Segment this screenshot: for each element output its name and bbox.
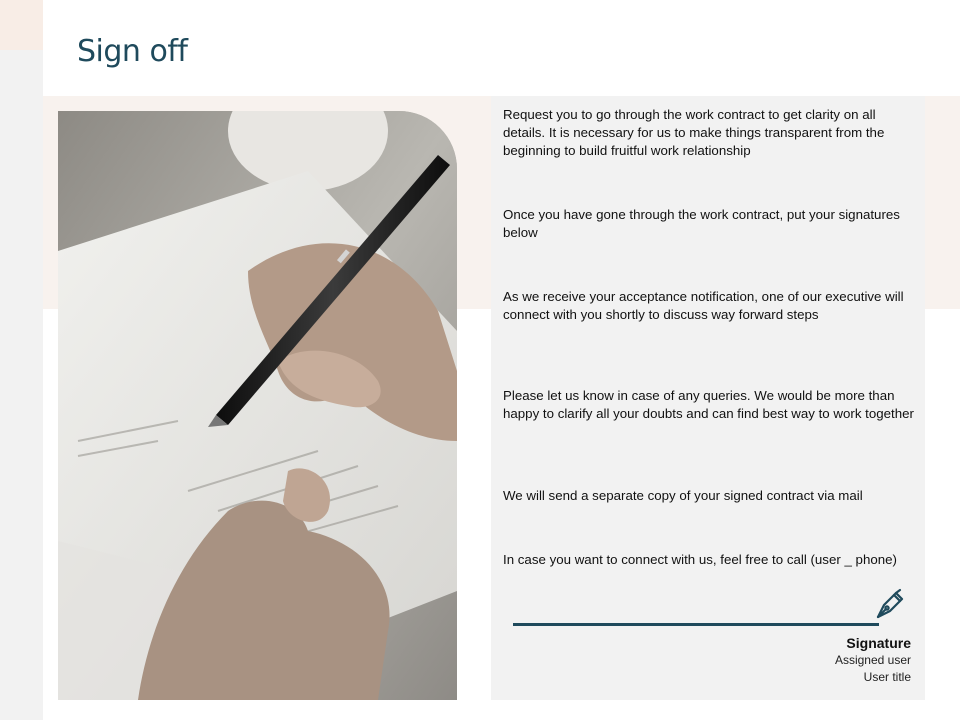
signature-label: Signature: [846, 635, 911, 651]
corner-accent: [0, 0, 43, 50]
user-title: User title: [863, 670, 911, 684]
paragraph-queries: Please let us know in case of any queries. We would be more than happy to clarify all your doubts and can find best way to work together: [503, 388, 914, 421]
signature-line: [513, 623, 879, 626]
left-decor-strip: [0, 0, 43, 720]
signature-block: [835, 634, 911, 686]
paragraph-contact-call: In case you want to connect with us, feel free to call (user _ phone): [503, 552, 897, 567]
slide-title: Sign off: [77, 34, 188, 69]
assigned-user: Assigned user: [834, 653, 911, 667]
paragraph-put-signatures: Once you have gone through the work contract, put your signatures below: [503, 207, 900, 240]
paragraph-review-contract: Request you to go through the work contract to get clarity on all details. It is necessary for us to make things transparent from the beginning to build fruitful work relationship: [503, 107, 885, 158]
contract-signing-photo: [58, 111, 457, 700]
paragraph-copy-via-mail: We will send a separate copy of your signed contract via mail: [503, 488, 863, 503]
pen-nib-icon: [874, 587, 908, 621]
paragraph-acceptance-notification: As we receive your acceptance notification, one of our executive will connect with you shortly to discuss way forward steps: [503, 289, 904, 322]
content-panel: [491, 96, 925, 700]
